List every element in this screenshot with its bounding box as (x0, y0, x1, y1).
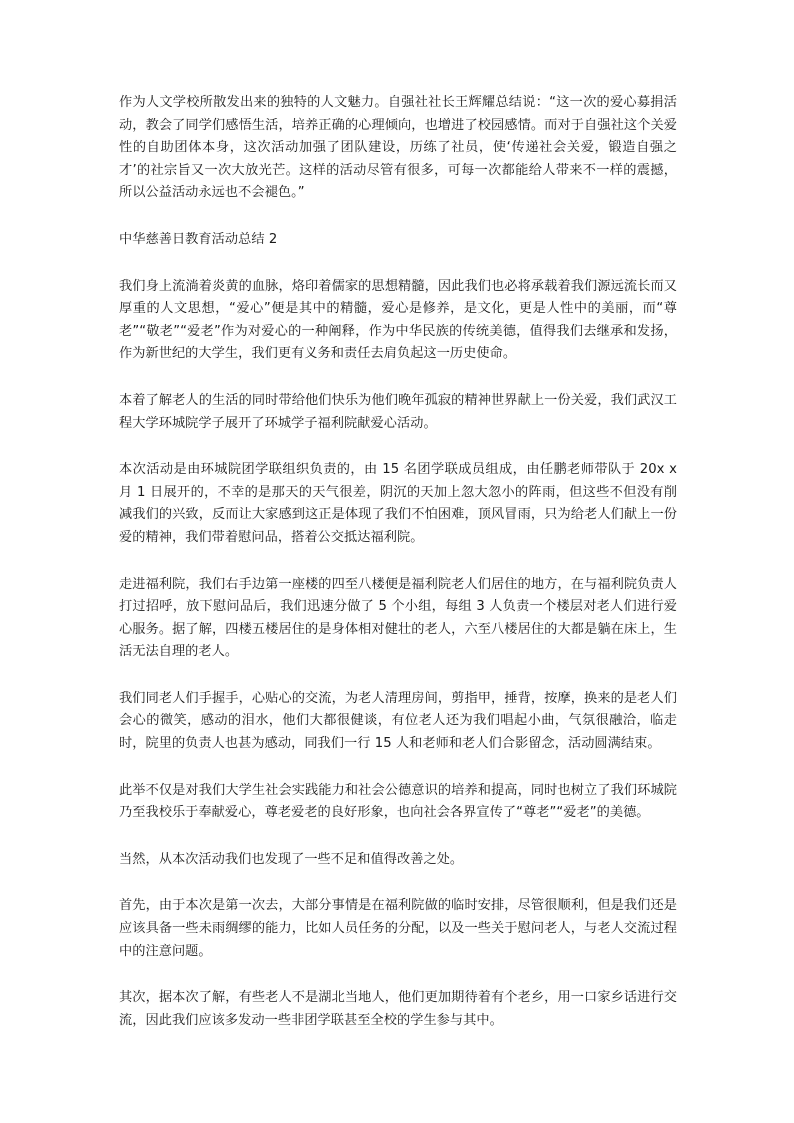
paragraph-8: 当然，从本次活动我们也发现了一些不足和值得改善之处。 (119, 851, 464, 867)
paragraph-3: 本着了解老人的生活的同时带给他们快乐为他们晚年孤寂的精神世界献上一份关爱，我们武汉工程大学环城院学子展开了环城学子福利院献爱心活动。 (119, 392, 677, 431)
paragraph-10: 其次，据本次了解，有些老人不是湖北当地人，他们更加期待着有个老乡，用一口家乡话进行交流，因此我们应该多发动一些非团学联甚至全校的学生参与其中。 (119, 990, 677, 1028)
paragraph-9: 首先，由于本次是第一次去，大部分事情是在福利院做的临时安排，尽管很顺利，但是我们还是应该具备一些未雨绸缪的能力，比如人员任务的分配，以及一些关于慰问老人，与老人交流过程中的注意问题。 (119, 898, 677, 959)
paragraph-6: 我们同老人们手握手，心贴心的交流，为老人清理房间，剪指甲，捶背，按摩，换来的是老人们会心的微笑，感动的泪水，他们大都很健谈，有位老人还为我们唱起小曲，气氛很融洽，临走时，院里的负责人也甚为感动，同我们一行 15 人和老师和老人们合影留念，活动圆满结束。 (119, 690, 677, 752)
paragraph-4: 本次活动是由环城院团学联组织负责的，由 15 名团学联成员组成，由任鹏老师带队于 20x x 月 1 日展开的，不幸的是那天的天气很差，阴沉的天加上忽大忽小的阵雨，但这些不但没有削减我们的兴致，反而让大家感到这正是体现了我们不怕困难，顶风冒雨，只为给老人们献上一份爱的精神，我们带着慰问品，搭着公交抵达福利院。 (119, 462, 677, 545)
paragraph-1: 作为人文学校所散发出来的独特的人文魅力。自强社社长王辉耀总结说：“这一次的爱心募捐活动，教会了同学们感悟生活，培养正确的心理倾向，也增进了校园感情。而对于自强社这个关爱性的自助团体本身，这次活动加强了团队建设，历练了社员，使‘传递社会关爱，锻造自强之才’的社宗旨又一次大放光芒。这样的活动尽管有很多，可每一次都能给人带来不一样的震撼，所以公益活动永远也不会褪色。” (119, 95, 677, 201)
paragraph-7: 此举不仅是对我们大学生社会实践能力和社会公德意识的培养和提高，同时也树立了我们环城院乃至我校乐于奉献爱心，尊老爱老的良好形象，也向社会各界宣传了“尊老”“爱老”的美德。 (119, 782, 677, 821)
section-heading: 中华慈善日教育活动总结 2 (119, 231, 278, 247)
paragraph-2: 我们身上流淌着炎黄的血脉，烙印着儒家的思想精髓，因此我们也必将承载着我们源远流长而又厚重的人文思想，“爱心”便是其中的精髓，爱心是修养，是文化，更是人性中的美丽，而“尊老”“敬老”“爱老”作为对爱心的一种阐释，作为中华民族的传统美德，值得我们去继承和发扬，作为新世纪的大学生，我们更有义务和责任去肩负起这一历史使命。 (119, 278, 677, 362)
document-body (119, 92, 677, 1056)
paragraph-5: 走进福利院，我们右手边第一座楼的四至八楼便是福利院老人们居住的地方，在与福利院负责人打过招呼，放下慰问品后，我们迅速分做了 5 个小组，每组 3 人负责一个楼层对老人们进行爱心服务。据了解，四楼五楼居住的是身体相对健壮的老人，六至八楼居住的大都是躺在床上，生活无法自理的老人。 (119, 576, 677, 660)
